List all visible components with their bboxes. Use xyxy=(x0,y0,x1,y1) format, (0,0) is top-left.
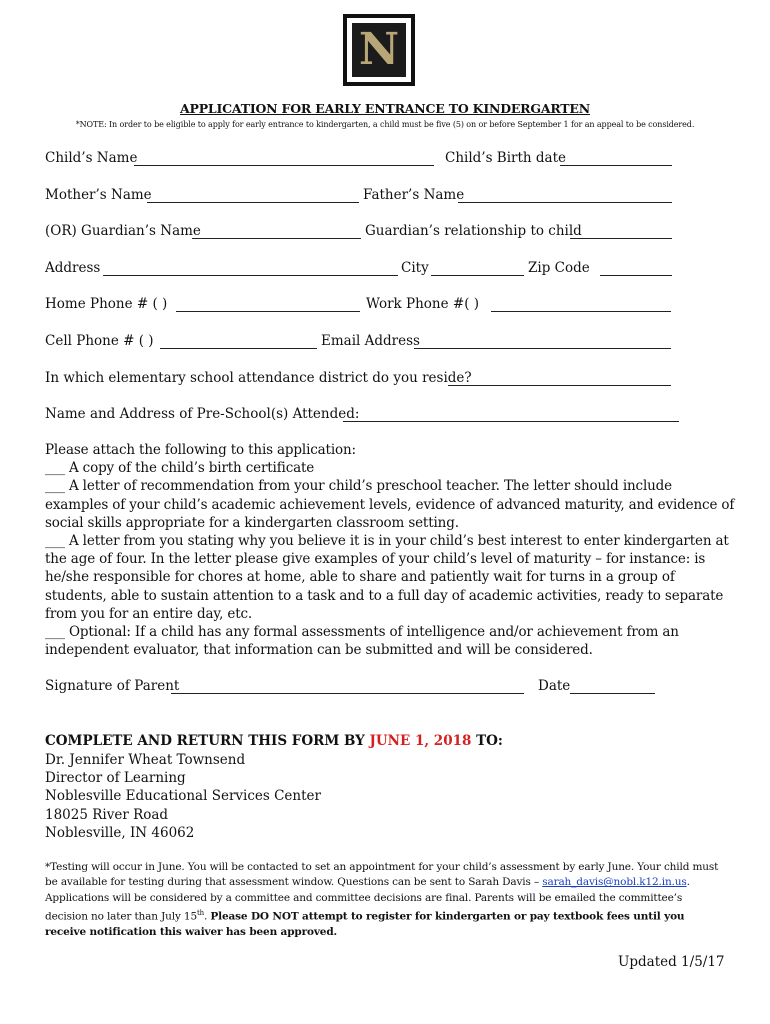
city-label: City xyxy=(401,260,429,276)
cell-phone-field[interactable] xyxy=(160,348,317,349)
email-label: Email Address xyxy=(321,333,420,349)
return-suffix: TO: xyxy=(471,733,503,749)
attachment-item: ___ A letter from you stating why you believe it is in your child’s best interest to enter kindergarten at the age of four. In the letter please give examples of your child’s level of maturity – for instance: is he/she responsible for chores at home, able to share and patiently wait for turns in a group of students, able to sustain attention to a task and to a full day of academic activities, ready to separate from you for an entire day, etc. xyxy=(45,533,729,622)
return-heading xyxy=(45,733,503,749)
child-name-label: Child’s Name xyxy=(45,150,138,166)
testing-footnote xyxy=(45,860,725,941)
preschool-field[interactable] xyxy=(343,421,679,422)
footnote-warning: Please DO NOT attempt to register for kindergarten or pay textbook fees until you receive notification this waiver has been approved. xyxy=(45,910,685,939)
address-line: Dr. Jennifer Wheat Townsend xyxy=(45,752,246,768)
work-phone-field[interactable] xyxy=(491,311,671,312)
school-logo xyxy=(343,14,415,86)
eligibility-note: *NOTE: In order to be eligible to apply for early entrance to kindergarten, a child must be five (5) on or before September 1 for an appeal to be considered. xyxy=(75,120,695,129)
cell-phone-label: Cell Phone # ( ) xyxy=(45,333,154,349)
attachment-item: ___ A copy of the child’s birth certificate xyxy=(45,460,315,477)
row-signature xyxy=(45,678,735,698)
attachments-section xyxy=(45,441,735,659)
mother-name-label: Mother’s Name xyxy=(45,187,152,203)
address-field[interactable] xyxy=(103,275,398,276)
signature-field[interactable] xyxy=(171,693,524,694)
form-title: APPLICATION FOR EARLY ENTRANCE TO KINDERGARTEN xyxy=(180,101,590,116)
child-birth-date-label: Child’s Birth date xyxy=(445,150,567,166)
signature-label: Signature of Parent xyxy=(45,678,180,694)
home-phone-label: Home Phone # ( ) xyxy=(45,296,168,312)
work-phone-label: Work Phone #( ) xyxy=(366,296,480,312)
guardian-relationship-field[interactable] xyxy=(570,238,672,239)
father-name-label: Father’s Name xyxy=(363,187,465,203)
guardian-relationship-label: Guardian’s relationship to child xyxy=(365,223,582,239)
email-field[interactable] xyxy=(414,348,671,349)
child-birth-date-field[interactable] xyxy=(560,165,672,166)
preschool-label: Name and Address of Pre-School(s) Attended: xyxy=(45,406,360,422)
updated-date: Updated 1/5/17 xyxy=(618,954,725,970)
district-label: In which elementary school attendance district do you reside? xyxy=(45,370,472,386)
date-label: Date xyxy=(538,678,571,694)
row-cell-email xyxy=(45,333,735,353)
address-line: Noblesville, IN 46062 xyxy=(45,824,195,841)
attachments-intro: Please attach the following to this application: xyxy=(45,442,356,458)
address-line: Noblesville Educational Services Center xyxy=(45,788,321,805)
zip-label: Zip Code xyxy=(528,260,590,276)
mother-name-field[interactable] xyxy=(147,202,359,203)
district-field[interactable] xyxy=(448,385,671,386)
row-district xyxy=(45,370,735,390)
father-name-field[interactable] xyxy=(458,202,672,203)
row-guardian xyxy=(45,223,735,243)
row-address xyxy=(45,260,735,280)
footnote-text: . xyxy=(204,910,211,923)
return-prefix: COMPLETE AND RETURN THIS FORM BY xyxy=(45,733,370,749)
footnote-sup: th xyxy=(196,909,205,918)
home-phone-field[interactable] xyxy=(176,311,360,312)
attachment-item: ___ A letter of recommendation from your child’s preschool teacher. The letter should include examples of your child’s academic achievement levels, evidence of advanced maturity, and evidence of social skills appropriate for a kindergarten classroom setting. xyxy=(45,478,735,531)
address-label: Address xyxy=(45,260,101,276)
logo-letter: N xyxy=(352,23,406,77)
contact-email-link[interactable]: sarah_davis@nobl.k12.in.us xyxy=(542,876,687,889)
address-line: Director of Learning xyxy=(45,770,186,787)
guardian-name-label: (OR) Guardian’s Name xyxy=(45,223,201,239)
row-preschool xyxy=(45,406,735,426)
attachment-item: ___ Optional: If a child has any formal assessments of intelligence and/or achievement from an independent evaluator, that information can be submitted and will be considered. xyxy=(45,624,679,659)
return-deadline: JUNE 1, 2018 xyxy=(369,733,472,749)
row-child xyxy=(45,150,735,170)
row-parents xyxy=(45,187,735,207)
zip-field[interactable] xyxy=(600,275,672,276)
guardian-name-field[interactable] xyxy=(192,238,361,239)
city-field[interactable] xyxy=(431,275,524,276)
row-phones xyxy=(45,296,735,316)
address-line: 18025 River Road xyxy=(45,806,169,823)
footnote-text: . Applications will be considered by a committee and committee decisions are final. Parents will be emailed the committee’s decision no later than July 15 xyxy=(45,876,690,923)
footnote-text: *Testing will occur in June. You will be contacted to set an appointment for your child’s assessment by early June. Your child must be available for testing during that assessment window. Questions can be sent to Sarah Davis – xyxy=(45,861,719,889)
child-name-field[interactable] xyxy=(134,165,434,166)
return-address xyxy=(45,751,321,842)
date-field[interactable] xyxy=(570,693,655,694)
